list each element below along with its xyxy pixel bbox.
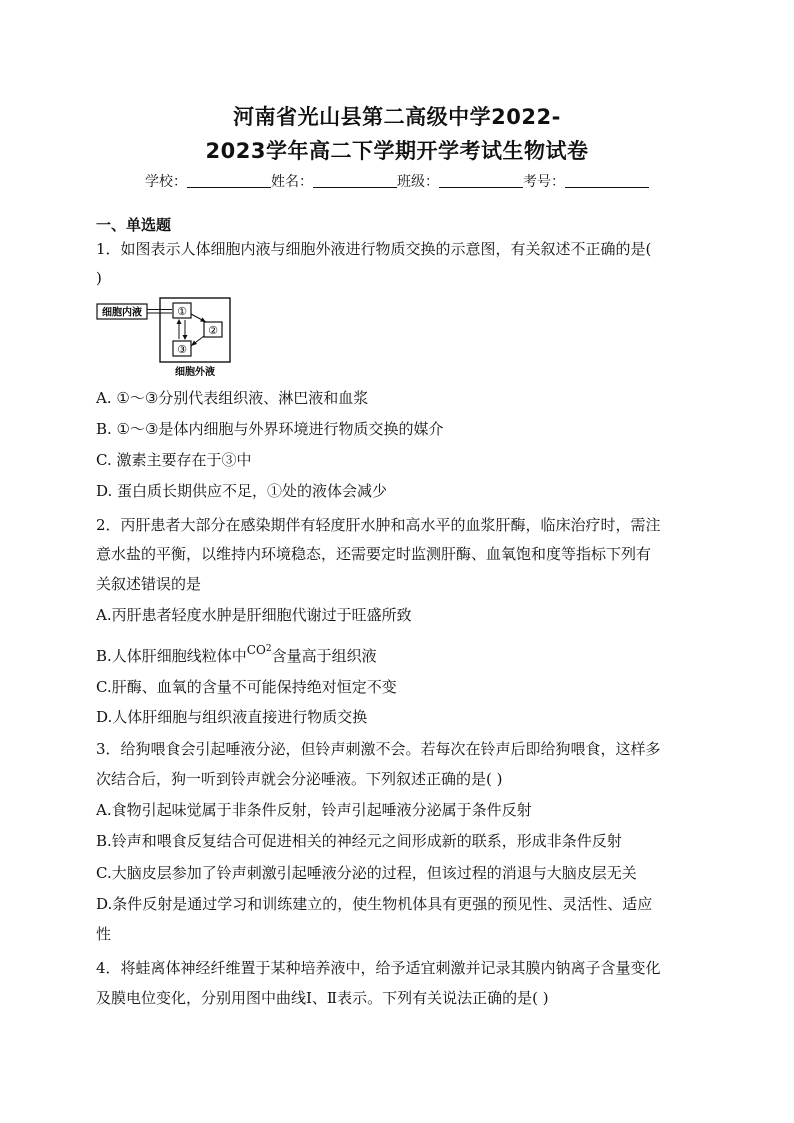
q1-option-c: C. 激素主要存在于③中 (96, 451, 252, 469)
arrowhead-1-to-3 (183, 335, 188, 340)
q1-option-d: D. 蛋白质长期供应不足，①处的液体会减少 (96, 482, 388, 500)
q2-option-a: A.丙肝患者轻度水肿是肝细胞代谢过于旺盛所致 (96, 606, 412, 624)
exam-no-label: 考号： (523, 174, 565, 190)
q2-option-b-tail: 含量高于组织液 (271, 647, 377, 665)
q2-stem-line2: 意水盐的平衡，以维持内环境稳态，还需要定时监测肝酶、血氧饱和度等指标下列有 (96, 545, 652, 563)
co2-text: CO (246, 643, 266, 657)
arrowhead-3-to-1 (177, 319, 182, 324)
compartment-3-label: ③ (177, 343, 187, 356)
q1-stem-line1: 1．如图表示人体细胞内液与细胞外液进行物质交换的示意图，有关叙述不正确的是( (96, 240, 652, 258)
name-blank (313, 173, 397, 188)
q3-option-b: B.铃声和喂食反复结合可促进相关的神经元之间形成新的联系，形成非条件反射 (96, 832, 622, 850)
q2-stem-line3: 关叙述错误的是 (96, 575, 202, 593)
co2-formula (247, 643, 272, 657)
q1-stem-line2: ) (96, 269, 102, 287)
q1-option-a: A. ①～③分别代表组织液、淋巴液和血浆 (96, 389, 369, 407)
compartment-2-label: ② (208, 324, 218, 337)
q2-option-c: C.肝酶、血氧的含量不可能保持绝对恒定不变 (96, 678, 397, 696)
q2-option-d: D.人体肝细胞与组织液直接进行物质交换 (96, 708, 368, 726)
exam-title-line1: 河南省光山县第二高级中学2022- (233, 105, 561, 129)
q3-stem-line2: 次结合后，狗一听到铃声就会分泌唾液。下列叙述正确的是( ) (96, 770, 503, 788)
q2-option-b-head: B.人体肝细胞线粒体中 (96, 647, 247, 665)
q4-stem-line1: 4．将蛙离体神经纤维置于某种培养液中，给予适宜刺激并记录其膜内钠离子含量变化 (96, 959, 661, 977)
section-heading: 一、单选题 (96, 216, 172, 234)
compartment-1-label: ① (177, 305, 187, 318)
q2-stem-line1: 2．丙肝患者大部分在感染期伴有轻度肝水肿和高水平的血浆肝酶，临床治疗时，需注 (96, 516, 661, 534)
q1-option-b: B. ①～③是体内细胞与外界环境进行物质交换的媒介 (96, 420, 444, 438)
intracellular-label: 细胞内液 (102, 307, 142, 319)
school-label: 学校： (145, 174, 187, 190)
exam-no-blank (565, 173, 649, 188)
q2-option-b (96, 645, 706, 670)
q3-option-a: A.食物引起味觉属于非条件反射，铃声引起唾液分泌属于条件反射 (96, 801, 532, 819)
exam-title-line2: 2023学年高二下学期开学考试生物试卷 (205, 139, 589, 163)
q3-option-c: C.大脑皮层参加了铃声刺激引起唾液分泌的过程，但该过程的消退与大脑皮层无关 (96, 864, 637, 882)
extracellular-box (160, 298, 230, 362)
extracellular-label: 细胞外液 (175, 367, 215, 378)
school-blank (187, 173, 271, 188)
q3-option-d-line2: 性 (96, 925, 112, 943)
class-blank (439, 173, 523, 188)
q3-option-d-line1: D.条件反射是通过学习和训练建立的，使生物机体具有更强的预见性、灵活性、适应 (96, 895, 653, 913)
q1-diagram (96, 297, 236, 379)
q4-stem-line2: 及膜电位变化，分别用图中曲线Ⅰ、Ⅱ表示。下列有关说法正确的是( ) (96, 989, 549, 1007)
arrowhead-2-to-3 (191, 341, 197, 347)
name-label: 姓名： (271, 174, 313, 190)
class-label: 班级： (397, 174, 439, 190)
co2-subscript: 2 (265, 644, 272, 654)
q3-stem-line1: 3．给狗喂食会引起唾液分泌，但铃声刺激不会。若每次在铃声后即给狗喂食，这样多 (96, 740, 661, 758)
student-info-row (0, 171, 794, 191)
